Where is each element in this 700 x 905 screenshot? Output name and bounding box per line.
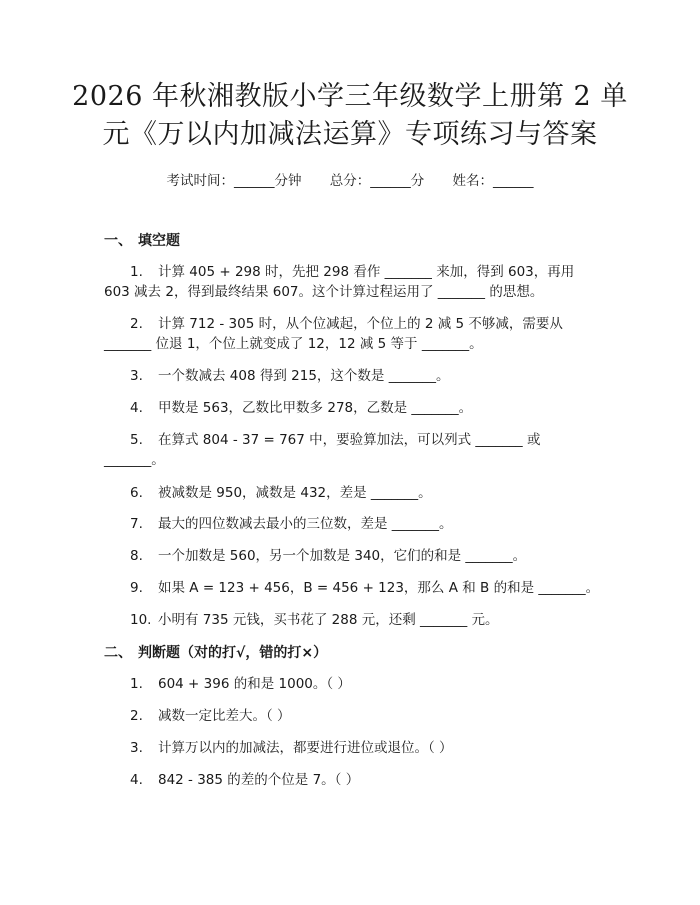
question-text-line-2: _______ 位退 1，个位上就变成了 12，12 减 5 等于 _______。 [104,336,483,352]
question-text-line-1: 在算式 804 - 37 = 767 中，要验算加法，可以列式 _______ 或 [158,432,541,448]
section-label: 填空题 [138,233,180,249]
question-index: 4. [130,400,143,416]
section-number: 一、 [104,233,132,249]
question-index: 3. [130,368,143,384]
fill-question-3 [104,366,594,386]
question-index: 5. [130,432,143,448]
question-text-line-2: _______。 [104,452,165,468]
question-text: 一个加数是 560，另一个加数是 340，它们的和是 _______。 [158,548,527,564]
section-heading-judge [104,642,327,662]
title-line-1: 2026 年秋湘教版小学三年级数学上册第 2 单 [72,81,628,112]
question-text: 减数一定比差大。（ ） [158,708,291,724]
question-index: 7. [130,516,143,532]
title-line-2: 元《万以内加减法运算》专项练习与答案 [102,119,598,150]
judge-question-3 [104,738,594,758]
section-label: 判断题（对的打√，错的打×） [138,645,328,661]
question-text: 最大的四位数减去最小的三位数，差是 _______。 [158,516,453,532]
question-index: 2. [130,316,143,332]
question-index: 3. [130,740,143,756]
section-heading-fill [104,230,180,250]
fill-question-4 [104,398,594,418]
question-text: 甲数是 563，乙数比甲数多 278，乙数是 _______。 [158,400,473,416]
question-index: 4. [130,772,143,788]
judge-question-2 [104,706,594,726]
fill-question-1 [104,262,594,302]
question-text: 604 + 396 的和是 1000。（ ） [158,676,351,692]
section-number: 二、 [104,645,132,661]
fill-question-8 [104,546,594,566]
question-text: 842 - 385 的差的个位是 7。（ ） [158,772,360,788]
total-score: 总分：______分 [329,173,425,189]
page-title [60,78,640,154]
question-text-line-1: 计算 712 - 305 时，从个位减起，个位上的 2 减 5 不够减，需要从 [158,316,563,332]
question-text: 被减数是 950，减数是 432，差是 _______。 [158,485,432,501]
question-text: 一个数减去 408 得到 215，这个数是 _______。 [158,368,450,384]
fill-question-9 [104,578,614,598]
fill-question-6 [104,483,594,503]
question-index: 10. [130,612,152,628]
student-name: 姓名：______ [452,173,534,189]
exam-time: 考试时间：______分钟 [166,173,302,189]
fill-question-10 [104,610,594,630]
judge-question-1 [104,674,594,694]
question-index: 1. [130,676,143,692]
fill-question-7 [104,514,594,534]
question-index: 8. [130,548,143,564]
question-text: 计算万以内的加减法，都要进行进位或退位。（ ） [158,740,453,756]
exam-info [0,169,700,189]
question-index: 6. [130,485,143,501]
question-text: 如果 A = 123 + 456，B = 456 + 123，那么 A 和 B 的和是 _______。 [158,580,600,596]
question-index: 9. [130,580,143,596]
fill-question-2 [104,314,594,354]
question-text-line-2: 603 减去 2，得到最终结果 607。这个计算过程运用了 _______ 的思想。 [104,284,544,300]
question-text-line-1: 计算 405 + 298 时，先把 298 看作 _______ 来加，得到 603，再用 [158,264,575,280]
question-index: 1. [130,264,143,280]
fill-question-5 [104,430,594,470]
question-index: 2. [130,708,143,724]
judge-question-4 [104,770,594,790]
question-text: 小明有 735 元钱，买书花了 288 元，还剩 _______ 元。 [158,612,499,628]
